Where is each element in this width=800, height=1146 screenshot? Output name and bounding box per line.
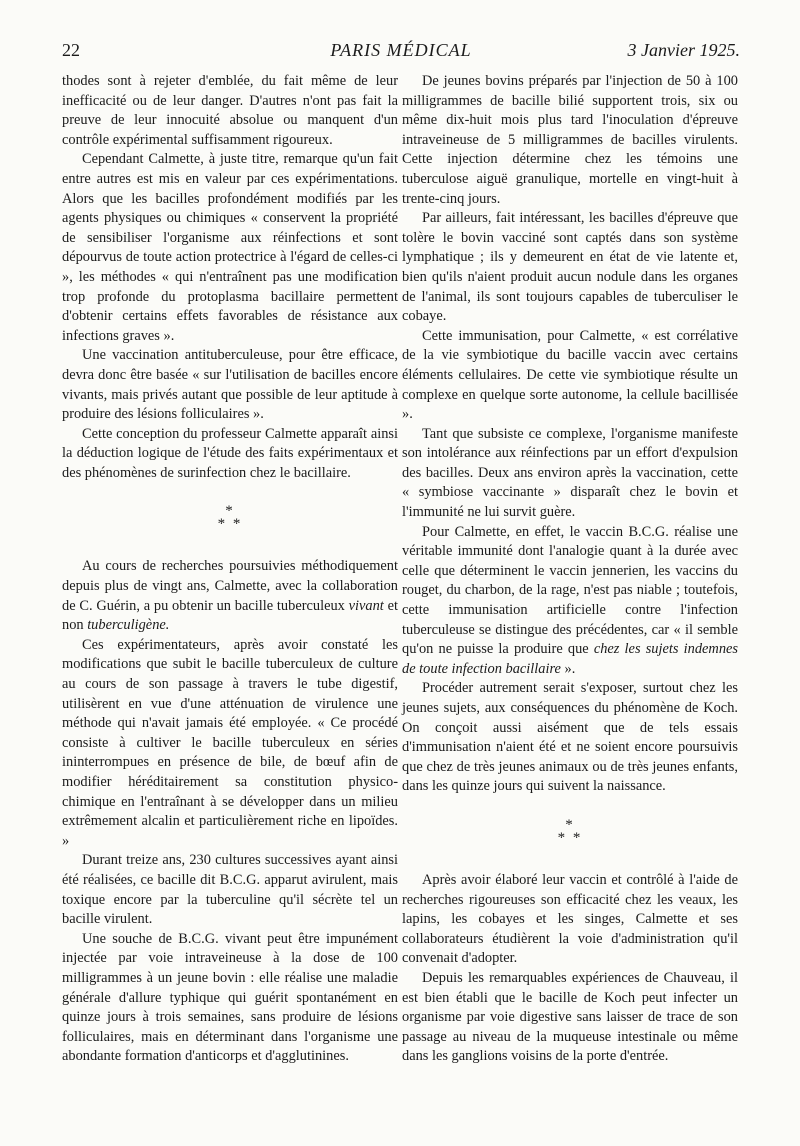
separator-star-top: *	[565, 816, 575, 833]
paragraph: Cette immunisation, pour Calmette, « est corrélative de la vie symbiotique du bacille vaccin avec certains éléments cellulaires. De cette vie symbiotique résulte un complexe en quelque sorte autonome, la cellule bacillisée ».	[402, 327, 738, 423]
paragraph: Cependant Calmette, à juste titre, remarque qu'un fait entre autres est mis en valeur par ces expérimentations. Alors que les bacilles profondément modifiés par les agents physiques ou chimiques « conservent la propriété de sensibiliser l'organisme aux réinfections et sont dépourvus de toute action protectrice à l'égard de celles-ci », les méthodes « qui n'entraînent pas une modification trop profonde du protoplasma bacillaire permettent d'obtenir certains effets favorables de résistance aux infections graves ».	[62, 151, 398, 344]
paragraph: Une vaccination antituberculeuse, pour être efficace, devra donc être basée « sur l'utilisation de bacilles encore vivants, mais privés autant que possible de leur aptitude à produire des lésions folliculaires ».	[62, 347, 398, 423]
paragraph: Depuis les remarquables expériences de Chauveau, il est bien établi que le bacille de Koch peut infecter un organisme par voie digestive sans laisser de trace de son passage au niveau de la muqueuse intestinale ou même dans les ganglions voisins de la porte d'entrée.	[402, 969, 738, 1065]
right-column	[402, 72, 738, 1067]
paragraph: De jeunes bovins préparés par l'injection de 50 à 100 milligrammes de bacille bilié supportent trois, six ou même dix-huit mois plus tard l'inoculation d'épreuve intraveineuse de 5 milligrammes de bacilles virulents. Cette injection détermine chez les témoins une tuberculose aiguë granulique, mortelle en vingt-huit à trente-cinq jours.	[402, 73, 738, 207]
paragraph: Durant treize ans, 230 cultures successives ayant ainsi été réalisées, ce bacille dit B.C.G. apparut avirulent, mais toxique encore par la tuberculine qu'il sécrète tel un bacille virulent.	[62, 852, 398, 928]
page-number: 22	[62, 40, 80, 60]
paragraph	[402, 523, 738, 680]
paragraph: Procéder autrement serait s'exposer, surtout chez les jeunes sujets, aux conséquences du phénomène de Koch. On conçoit aussi aisément que de tels essais d'immunisation n'aient été et ne soient encore poursuivis que chez de très jeunes animaux ou de très jeunes enfants, dans les quinze jours qui suivent la naissance.	[402, 680, 738, 795]
left-column	[62, 72, 398, 1067]
paragraph-text: Au cours de recherches poursuivies méthodiquement depuis plus de vingt ans, Calmette, avec la collaboration de C. Guérin, a pu obtenir un bacille tuberculeux	[62, 558, 398, 614]
separator-stars-bottom: * *	[217, 516, 243, 533]
paragraph-text: ».	[560, 660, 576, 677]
emphasis-text: vivant	[348, 597, 384, 614]
paragraph: Cette conception du professeur Calmette apparaît ainsi la déduction logique de l'étude des faits expérimentaux et des phénomènes de surinfection chez le bacillaire.	[62, 425, 398, 481]
paragraph: Une souche de B.C.G. vivant peut être impunément injectée par voie intraveineuse à la dose de 100 milligrammes à un jeune bovin : elle réalise une maladie générale d'allure typhique qui guérit spontanément en quinze jours à trois semaines, sans produire de lésions folliculaires, mais en déterminant dans l'organisme une abondante formation d'anticorps et d'agglutinines.	[62, 930, 398, 1065]
journal-title: PARIS MÉDICAL	[330, 40, 472, 60]
section-separator	[62, 505, 398, 531]
emphasis-text: chez les sujets indemnes de toute infection bacillaire	[402, 641, 739, 677]
page-header	[62, 40, 740, 72]
paragraph: thodes sont à rejeter d'emblée, du fait même de leur inefficacité ou de leur danger. D'autres n'ont pas fait la preuve de leur innocuité absolue ou manquent d'un contrôle expérimental suffisamment rigoureux.	[62, 73, 398, 148]
separator-star-top: *	[225, 503, 235, 520]
paragraph: Ces expérimentateurs, après avoir constaté les modifications que subit le bacille tuberculeux de culture au cours de son passage à travers le tube digestif, utilisèrent en vue d'une atténuation de virulence une méthode qui n'avait jamais été employée. « Ce procédé consiste à cultiver le bacille tuberculeux en séries ininterrompues en présence de bile, de bœuf afin de modifier héréditairement sa constitution physico-chimique en l'entraînant à se développer dans un milieu extrêmement alcalin et particulièrement riche en lipoïdes. »	[62, 636, 398, 849]
paragraph	[62, 557, 398, 635]
paragraph: Tant que subsiste ce complexe, l'organisme manifeste son intolérance aux réinfections par un effort d'expulsion des bacilles. Deux ans environ après la vaccination, cette « symbiose vaccinante » disparaît chez le bovin et l'immunité ne lui survit guère.	[402, 425, 738, 521]
paragraph: Après avoir élaboré leur vaccin et contrôlé à l'aide de recherches rigoureuses son efficacité chez les veaux, les lapins, les cobayes et les singes, Calmette et ses collaborateurs étudièrent la voie d'administration qu'il convenait d'adopter.	[402, 871, 738, 967]
separator-stars-bottom: * *	[557, 829, 583, 846]
issue-date: 3 Janvier 1925.	[627, 40, 740, 60]
paragraph-text: et non	[62, 597, 398, 634]
paragraph: Par ailleurs, fait intéressant, les bacilles d'épreuve que tolère le bovin vacciné sont captés dans son système lymphatique ; ils y demeurent en état de vie latente et, bien qu'ils n'aient produit aucun nodule dans les organes de l'animal, ils sont toujours capables de tuberculiser le cobaye.	[402, 210, 738, 325]
emphasis-text: tuberculigène.	[87, 617, 170, 634]
section-separator	[402, 816, 738, 846]
paragraph-text: Pour Calmette, en effet, le vaccin B.C.G. réalise une véritable immunité dont l'analogie quant à la durée avec celle que déterminent le vaccin jennerien, les vaccins du rouget, du charbon, de la rage, n'est pas niable ; toutefois, cette immunisation artificielle contre l'infection tuberculeuse se distingue des précédentes, car « il semble qu'on ne puisse la produire que	[402, 523, 738, 658]
